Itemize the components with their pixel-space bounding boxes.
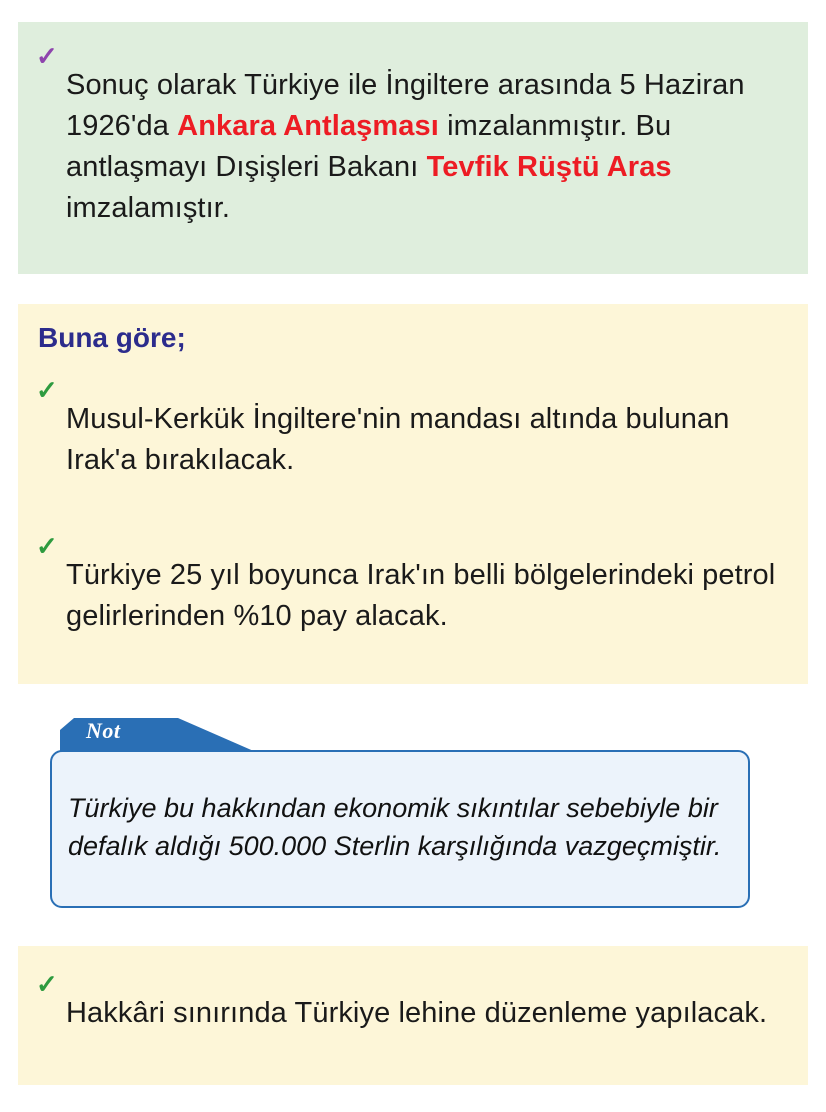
section-heading: Buna göre; — [38, 322, 186, 353]
term-text: Hakkâri sınırında Türkiye lehine düzenleme yapılacak. — [66, 997, 768, 1029]
check-icon: ✓ — [36, 375, 58, 405]
text-segment: Sonuç olarak Türkiye ile İngiltere arasında 5 Haziran 1926'da — [66, 69, 745, 142]
note-tab — [60, 716, 260, 752]
note-tab-label: Not — [86, 718, 121, 743]
terms-block — [18, 304, 808, 684]
check-icon: ✓ — [36, 969, 58, 999]
highlight-tevfik-rustu-aras: Tevfik Rüştü Aras — [426, 151, 672, 183]
text-segment: imzalanmıştır. Bu antlaşmayı Dışişleri Bakanı — [66, 110, 672, 183]
list-item — [32, 964, 794, 1063]
note-box — [50, 750, 750, 908]
list-item — [32, 526, 794, 666]
list-item — [32, 36, 794, 258]
term-text: Türkiye 25 yıl boyunca Irak'ın belli bölgelerindeki petrol gelirlerinden %10 pay alacak. — [66, 559, 776, 632]
conclusion-block — [18, 22, 808, 274]
conclusion-text — [66, 65, 794, 229]
note-callout — [50, 716, 762, 908]
term-text: Musul-Kerkük İngiltere'nin mandası altında bulunan Irak'a bırakılacak. — [66, 403, 730, 476]
note-text: Türkiye bu hakkından ekonomik sıkıntılar sebebiyle bir defalık aldığı 500.000 Sterlin karşılığında vazgeçmiştir. — [68, 793, 722, 861]
check-icon: ✓ — [36, 531, 58, 561]
page — [0, 22, 826, 1112]
terms-block-bottom — [18, 946, 808, 1085]
check-icon: ✓ — [36, 41, 58, 71]
highlight-ankara-antlasmasi: Ankara Antlaşması — [177, 110, 439, 142]
list-item — [32, 370, 794, 510]
text-segment: imzalamıştır. — [66, 192, 231, 224]
